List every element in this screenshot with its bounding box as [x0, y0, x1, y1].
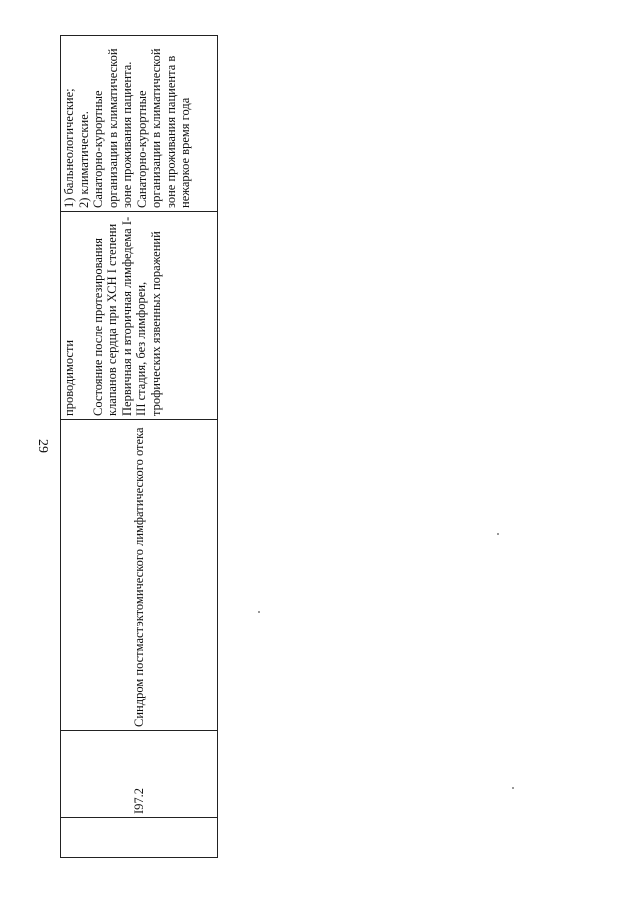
scan-speck — [512, 787, 514, 789]
treatment-text: 2) климатические. — [76, 111, 91, 208]
indications-cell — [61, 212, 218, 420]
icd-code-cell — [61, 731, 218, 818]
page-number: 29 — [35, 439, 50, 453]
indication-gap — [77, 215, 91, 416]
rotated-table-wrapper — [60, 36, 218, 858]
icd-code: I97.2 — [131, 787, 146, 814]
treatment-text: 1) бальнеологические; — [62, 88, 76, 208]
table-cell-col1 — [61, 818, 218, 858]
indication-text: проводимости — [62, 339, 76, 416]
diagnosis-cell — [61, 420, 218, 731]
treatment-cell — [61, 36, 218, 212]
treatment-text: Санаторно-курортные организации в климатической зоне проживания пациента. — [91, 48, 134, 208]
indication-text: Состояние после протезирования клапанов сердца при ХСН I степени — [90, 223, 119, 416]
indication-text: Первичная и вторичная лимфедема I-III стадия, без лимфореи, трофических язвенных поражений — [119, 216, 163, 416]
document-table — [60, 35, 218, 858]
treatment-text: Санаторно-курортные организации в климатической зоне проживания пациента в нежаркое время года — [134, 48, 192, 208]
scan-speck — [497, 533, 499, 535]
scan-speck — [258, 611, 260, 613]
diagnosis-name: Синдром постмастэктомического лимфатического отека — [131, 427, 146, 727]
